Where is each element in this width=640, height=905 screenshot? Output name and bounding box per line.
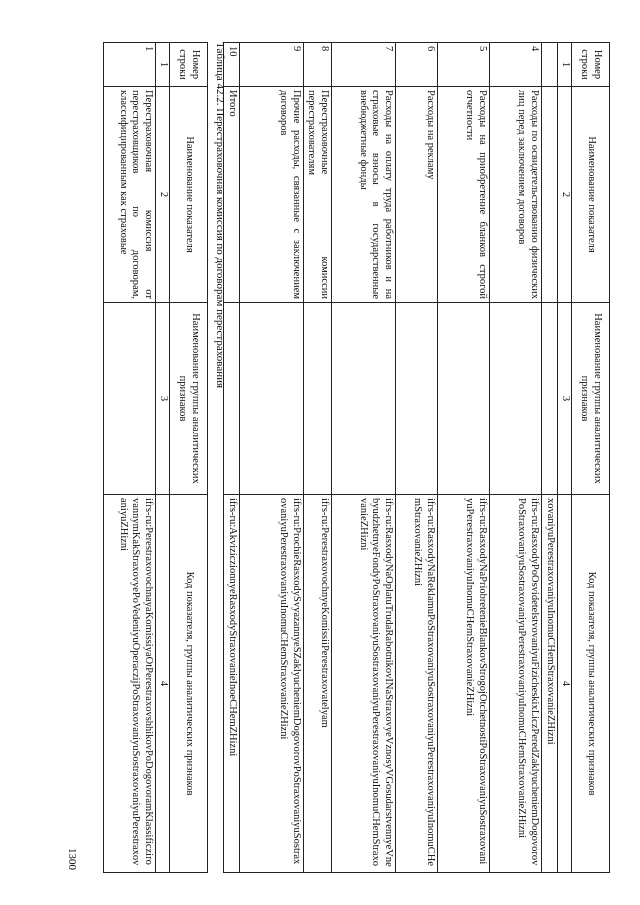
column-number: 4: [558, 495, 572, 873]
header-code: Код показателя, группы аналитических признаков: [572, 495, 610, 873]
indicator-code: xovaniyuPerestraxovaniyuInomuCHemStraxovanieZHizni: [542, 495, 558, 873]
group-name: [104, 303, 156, 495]
group-name: [332, 303, 396, 495]
indicator-code: ifrs-ru:AkviziczionnyeRasxodyStraxovanieInoeCHemZHizni: [223, 495, 239, 873]
group-name: [303, 303, 332, 495]
header-indicator-name: Наименование показателя: [170, 87, 208, 303]
group-name: [438, 303, 490, 495]
table-row: [239, 43, 303, 873]
row-number: 8: [303, 43, 332, 87]
table-caption: Таблица 42.2. Перестраховочная комиссия по договорам перестрахования: [214, 42, 226, 389]
header-code: Код показателя, группы аналитических признаков: [170, 495, 208, 873]
group-name: [396, 303, 438, 495]
indicator-code: ifrs-ru:RasxodyNaReklamuPoStraxovaniyuSostraxovaniyuPerestraxovaniyuInomuCHemStraxovanieZHizni: [396, 495, 438, 873]
row-number: 6: [396, 43, 438, 87]
page-number: 1300: [66, 848, 78, 870]
indicator-name: Расходы на рекламу: [396, 87, 438, 303]
table-row: [303, 43, 332, 873]
table-row: [438, 43, 490, 873]
row-number: 10: [223, 43, 239, 87]
row-number: 7: [332, 43, 396, 87]
indicator-code: ifrs-ru:RasxodyNaPriobretenieBlankovStrogojOtchetnostiPoStraxovaniyuSostraxovaniyuPerestraxovaniyuInomuCHemStraxovanieZHizni: [438, 495, 490, 873]
column-number: 3: [156, 303, 170, 495]
expenses-table: [223, 42, 610, 873]
row-number: 4: [490, 43, 542, 87]
column-number: 2: [156, 87, 170, 303]
indicator-name: Итого: [223, 87, 239, 303]
row-number: 9: [239, 43, 303, 87]
table-row: [332, 43, 396, 873]
row-number: [542, 43, 558, 87]
header-group-name: Наименование группы аналитических признаков: [572, 303, 610, 495]
indicator-name: Расходы по освидетельствованию физических лиц перед заключением договоров: [490, 87, 542, 303]
indicator-name: [542, 87, 558, 303]
indicator-name: Расходы на приобретение бланков строгой отчетности: [438, 87, 490, 303]
indicator-code: ifrs-ru:PerestraxovochnayaKomissiyaOtPerestraxovshhikovPoDogovoramKlassificzirovannymKakStraxovyePoVedeniyuOperaczijPoStraxovaniyuSostraxovaniyuPerestraxovaniyuZHizni: [104, 495, 156, 873]
indicator-code: ifrs-ru:RasxodyNaOplatuTrudaRabotnikovINaStraxovyeVznosyVGosudarstvennyeVnebyudzhetnyeFondyPoStraxovaniyuSostraxovaniyuPerestraxovaniyuInomuCHemStraxovanieZHizni: [332, 495, 396, 873]
column-number: 4: [156, 495, 170, 873]
indicator-name: Перестраховочные комиссии перестрахователям: [303, 87, 332, 303]
reinsurance-commission-table: [103, 42, 208, 873]
header-group-name: Наименование группы аналитических признаков: [170, 303, 208, 495]
row-number: 1: [104, 43, 156, 87]
table-row: [542, 43, 558, 873]
table-row: [490, 43, 542, 873]
group-name: [239, 303, 303, 495]
table-row: [104, 43, 156, 873]
column-number: 2: [558, 87, 572, 303]
indicator-name: Перестраховочная комиссия от перестраховщиков по договорам, классифицированным как страховые: [104, 87, 156, 303]
indicator-name: Прочие расходы, связанные с заключением договоров: [239, 87, 303, 303]
table-row: [396, 43, 438, 873]
indicator-name: Расходы на оплату труда работников и на страховые взносы в государственные внебюджетные фонды: [332, 87, 396, 303]
group-name: [490, 303, 542, 495]
header-indicator-name: Наименование показателя: [572, 87, 610, 303]
indicator-code: ifrs-ru:PerestraxovochnyeKomissiiPerestraxovatelyam: [303, 495, 332, 873]
row-number: 5: [438, 43, 490, 87]
column-number: 1: [156, 43, 170, 87]
column-number: 1: [558, 43, 572, 87]
rotated-content: [66, 42, 610, 872]
indicator-code: ifrs-ru:RasxodyPoOsvidetelstvovaniyuFizicheskixLiczPeredZaklyucheniemDogovorovPoStraxovaniyuSostraxovaniyuPerestraxovaniyuInomuCHemStraxovanieZHizni: [490, 495, 542, 873]
header-row-number: Номер строки: [572, 43, 610, 87]
column-number: 3: [558, 303, 572, 495]
indicator-code: ifrs-ru:ProchieRasxodySvyazannyeSZaklyucheniemDogovorovPoStraxovaniyuSostraxovaniyuPerestraxovaniyuInomuCHemStraxovanieZHizni: [239, 495, 303, 873]
header-row-number: Номер строки: [170, 43, 208, 87]
group-name: [542, 303, 558, 495]
